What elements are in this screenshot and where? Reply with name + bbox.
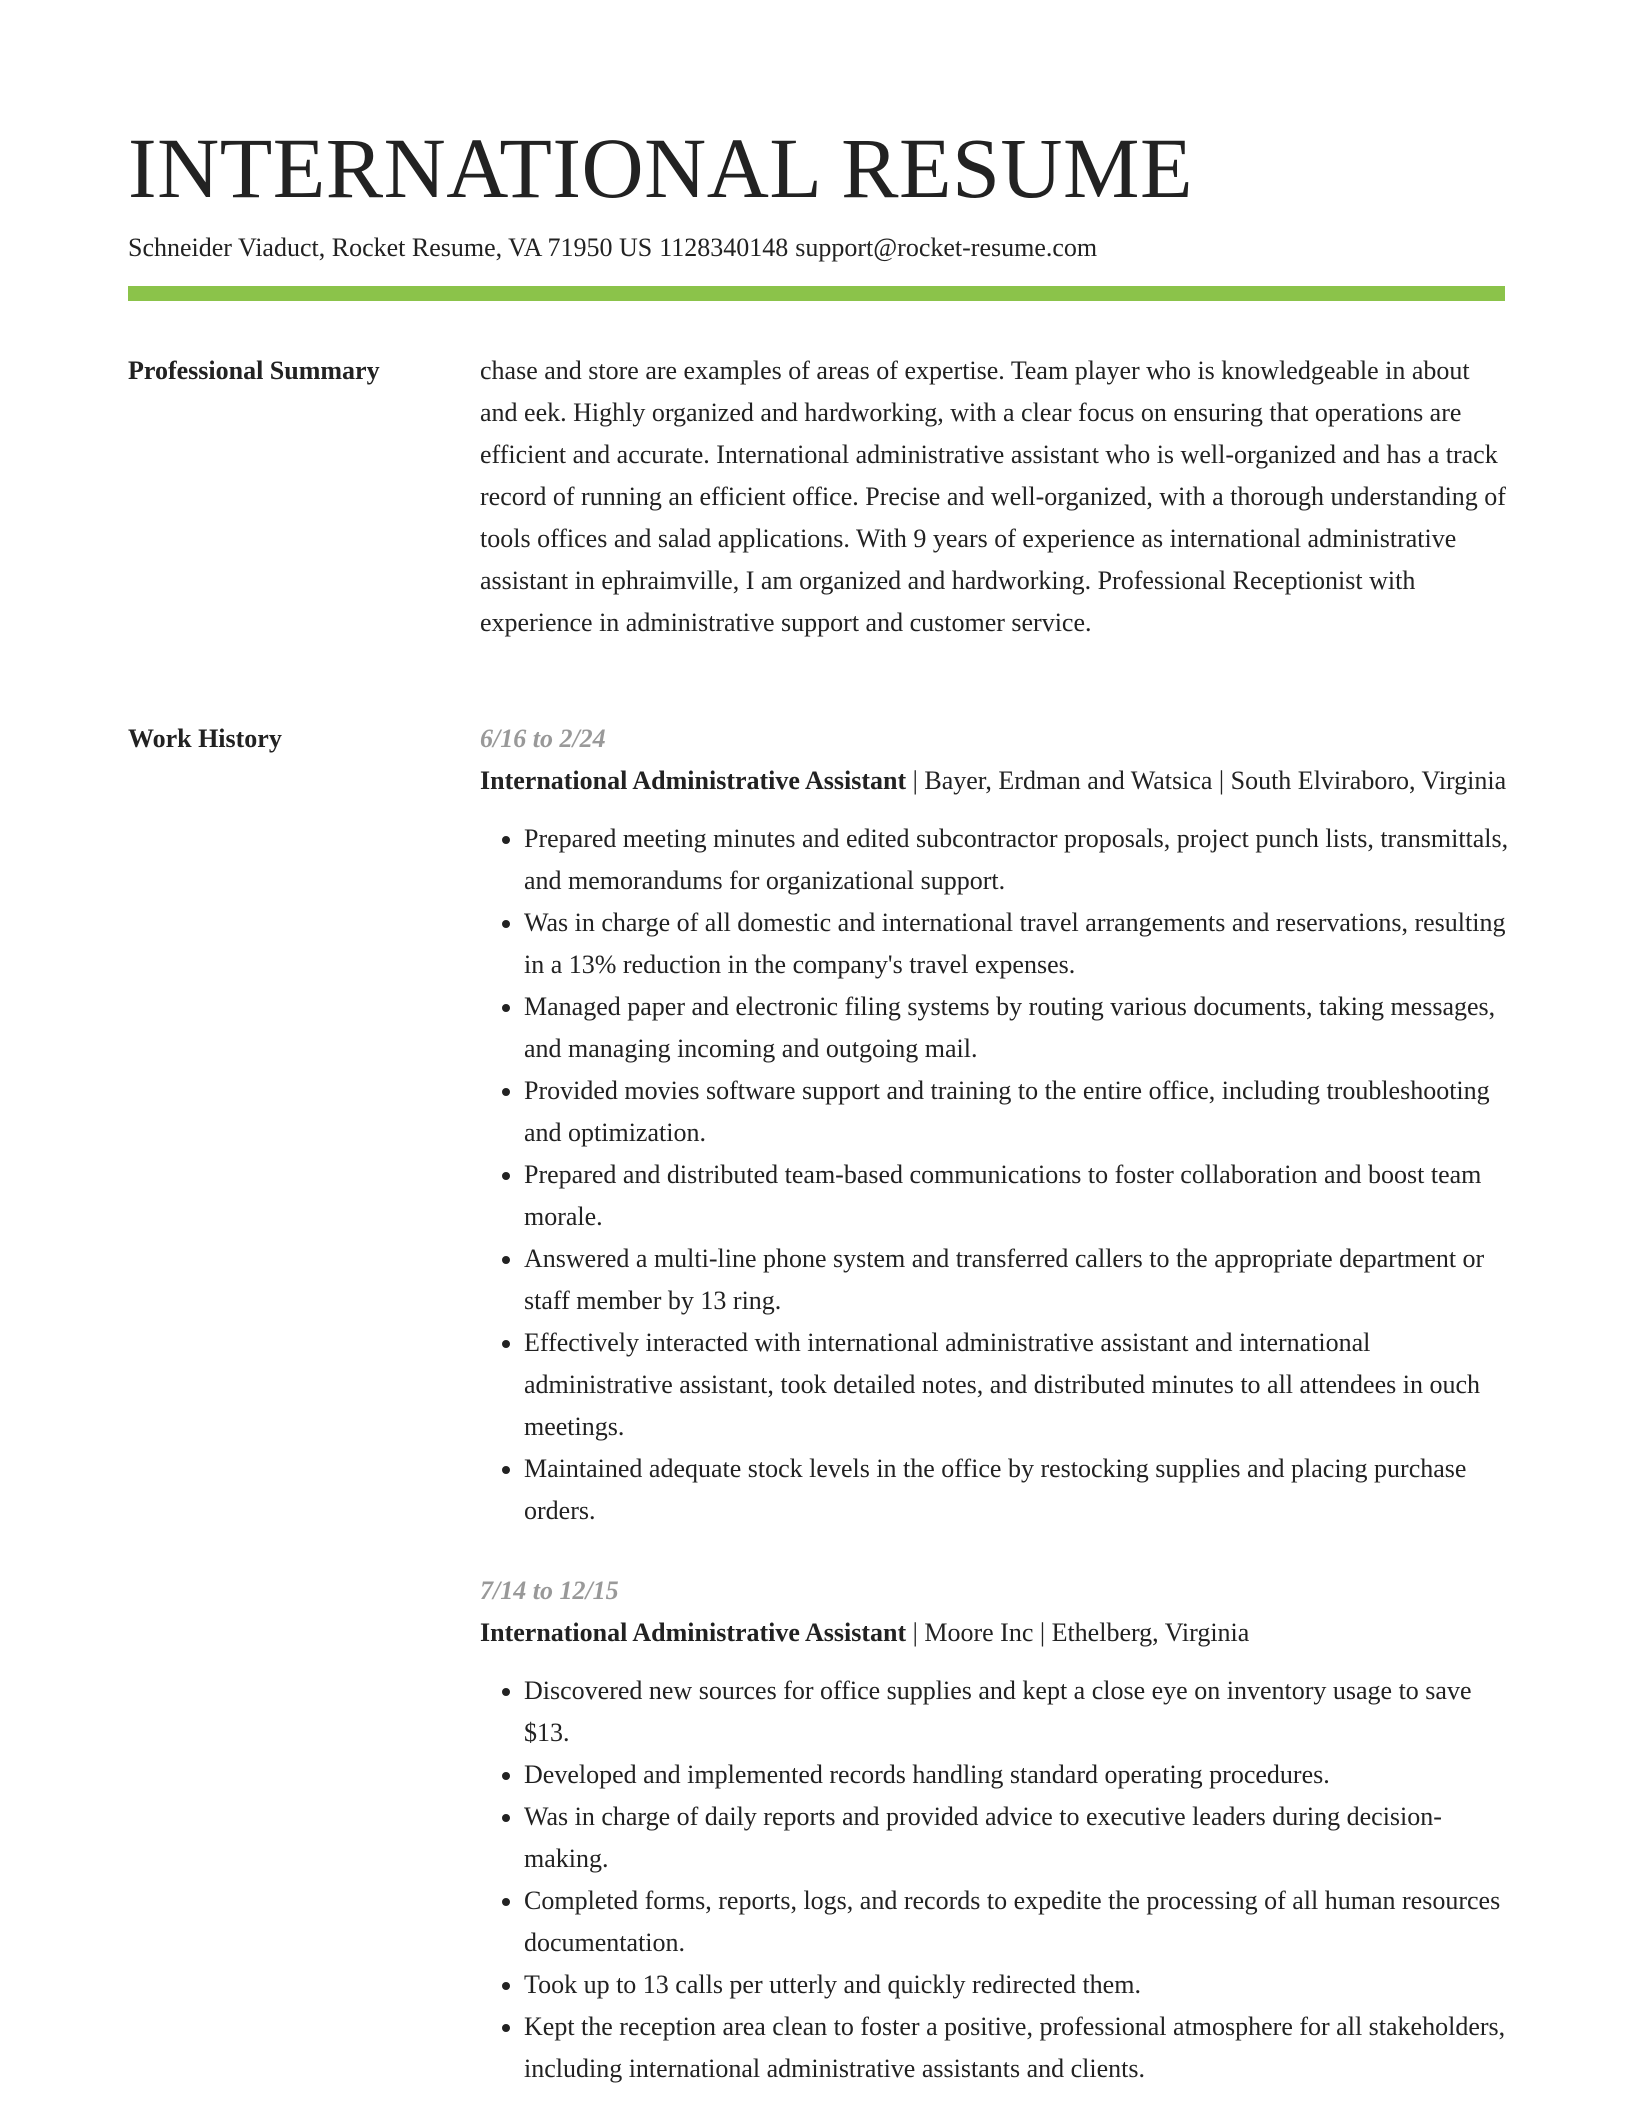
- list-item: • Was in charge of all domestic and international travel arrangements and reservations, resulting in a 13% reduction in the company's travel expenses.: [524, 902, 1510, 986]
- job-entry: [480, 718, 1510, 1532]
- list-item: • Managed paper and electronic filing systems by routing various documents, taking messages, and managing incoming and outgoing mail.: [524, 986, 1510, 1070]
- job-dates: 7/14 to 12/15: [480, 1576, 619, 1605]
- job-dates: 6/16 to 2/24: [480, 724, 606, 753]
- contact-line: [128, 230, 1097, 266]
- list-item: • Took up to 13 calls per utterly and quickly redirected them.: [524, 1964, 1510, 2006]
- accent-divider: [128, 286, 1505, 301]
- list-item: • Kept the reception area clean to foster a positive, professional atmosphere for all stakeholders, including international administrative assistants and clients.: [524, 2006, 1510, 2090]
- summary-label: Professional Summary: [128, 356, 380, 385]
- job-heading: [480, 760, 1510, 802]
- list-item: • Maintained adequate stock levels in the office by restocking supplies and placing purchase orders.: [524, 1448, 1510, 1532]
- list-item: • Answered a multi-line phone system and transferred callers to the appropriate department or staff member by 13 ring.: [524, 1238, 1510, 1322]
- list-item: • Developed and implemented records handling standard operating procedures.: [524, 1754, 1510, 1796]
- list-item: • Discovered new sources for office supplies and kept a close eye on inventory usage to save $13.: [524, 1670, 1510, 1754]
- contact-phone: 1128340148: [659, 233, 789, 262]
- work-history-section: [480, 718, 1510, 2128]
- summary-section: [480, 350, 1510, 644]
- work-history-label: Work History: [128, 724, 282, 753]
- contact-email: support@rocket-resume.com: [795, 233, 1098, 262]
- list-item: • Prepared meeting minutes and edited subcontractor proposals, project punch lists, transmittals, and memorandums for organizational support.: [524, 818, 1510, 902]
- job-title: International Administrative Assistant: [480, 1618, 907, 1647]
- resume-title: INTERNATIONAL RESUME: [128, 120, 1194, 216]
- list-item: • Provided movies software support and training to the entire office, including troubleshooting and optimization.: [524, 1070, 1510, 1154]
- job-heading: [480, 1612, 1510, 1654]
- job-employer-location: | Moore Inc | Ethelberg, Virginia: [906, 1618, 1250, 1647]
- list-item: • Effectively interacted with international administrative assistant and international administrative assistant, took detailed notes, and distributed minutes to all attendees in ouch meetings.: [524, 1322, 1510, 1448]
- summary-text: chase and store are examples of areas of expertise. Team player who is knowledgeable in about and eek. Highly organized and hardworking, with a clear focus on ensuring that operations are efficient and accurate. International administrative assistant who is well-organized and has a track record of running an efficient office. Precise and well-organized, with a thorough understanding of tools offices and salad applications. With 9 years of experience as international administrative assistant in ephraimville, I am organized and hardworking. Professional Receptionist with experience in administrative support and customer service.: [480, 356, 1506, 637]
- list-item: • Prepared and distributed team-based communications to foster collaboration and boost team morale.: [524, 1154, 1510, 1238]
- job-title: International Administrative Assistant: [480, 766, 907, 795]
- job-entry: [480, 1570, 1510, 2090]
- job-duties-list: [480, 1670, 1510, 2090]
- list-item: • Was in charge of daily reports and provided advice to executive leaders during decision-making.: [524, 1796, 1510, 1880]
- list-item: • Completed forms, reports, logs, and records to expedite the processing of all human resources documentation.: [524, 1880, 1510, 1964]
- job-duties-list: [480, 818, 1510, 1532]
- job-employer-location: | Bayer, Erdman and Watsica | South Elviraboro, Virginia: [906, 766, 1507, 795]
- contact-address: Schneider Viaduct, Rocket Resume, VA 71950 US: [128, 233, 653, 262]
